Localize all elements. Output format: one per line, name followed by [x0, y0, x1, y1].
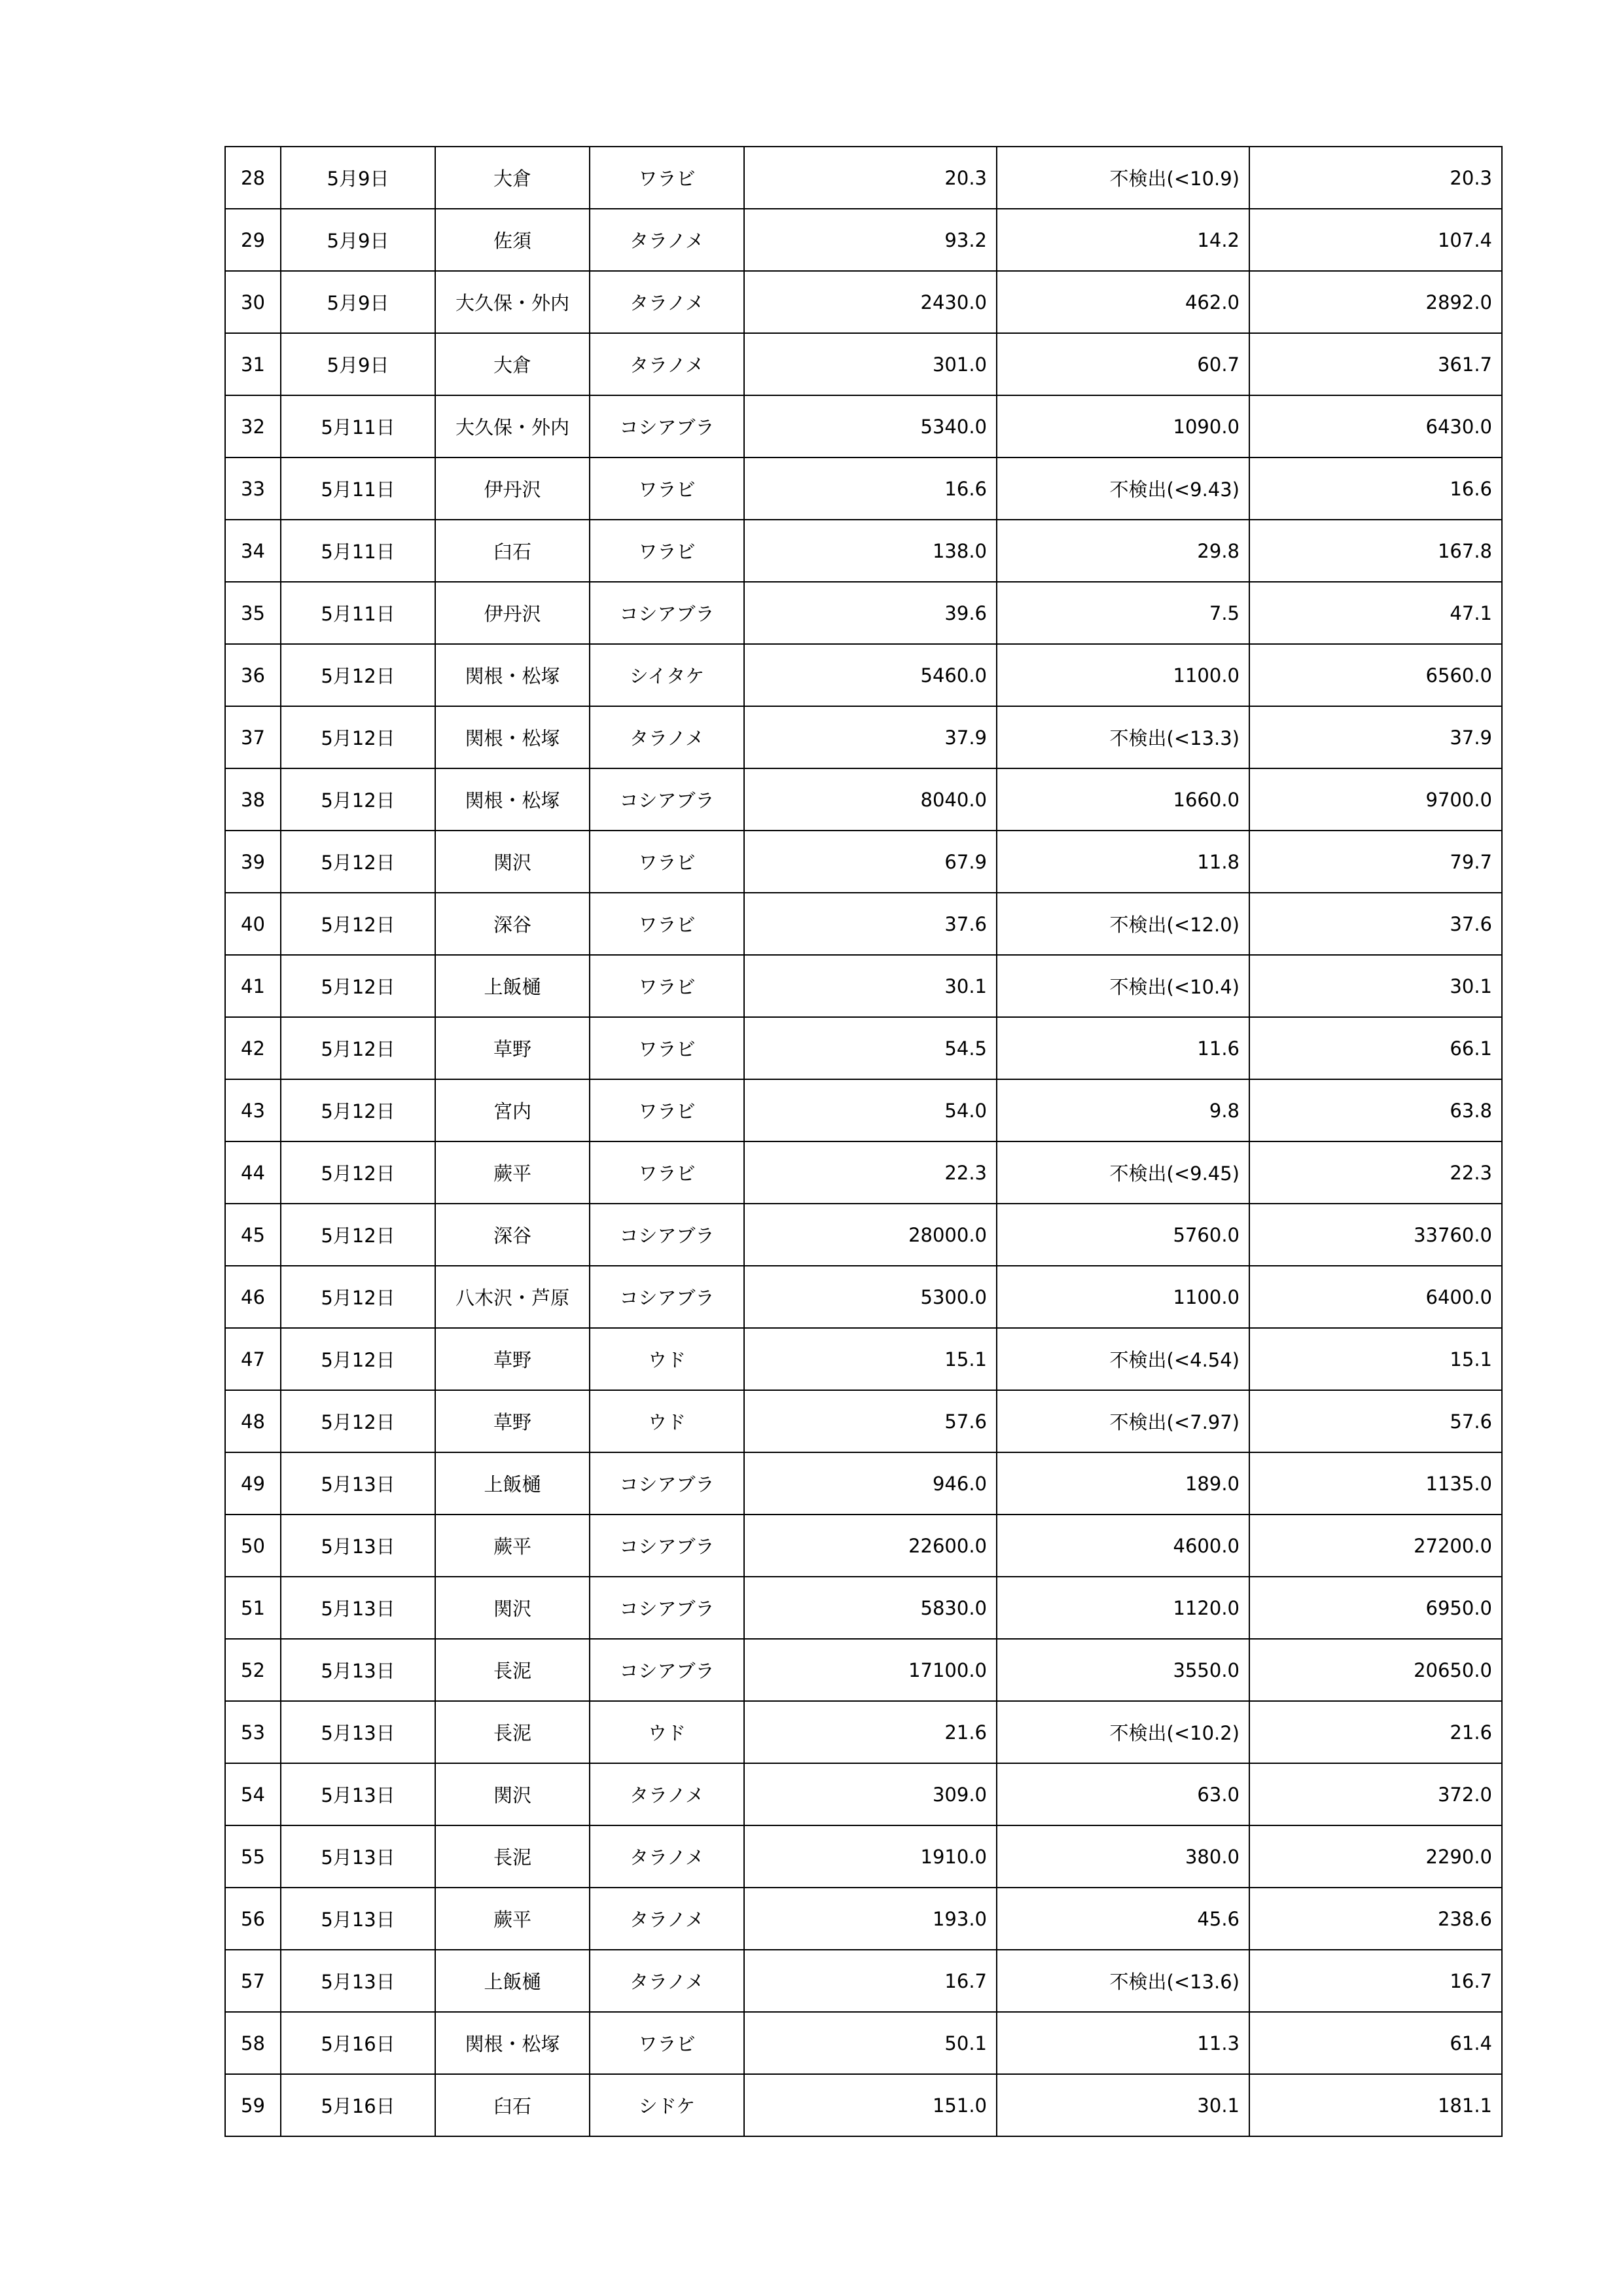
- cell-total: 37.9: [1249, 706, 1502, 768]
- table-row: [225, 1701, 1502, 1763]
- table-row: [225, 395, 1502, 457]
- cell-number: 59: [225, 2074, 281, 2136]
- cell-value-2: 1660.0: [997, 768, 1249, 831]
- cell-total: 47.1: [1249, 582, 1502, 644]
- cell-value-2: 60.7: [997, 333, 1249, 395]
- cell-value-2: 不検出(<9.45): [997, 1141, 1249, 1204]
- cell-number: 57: [225, 1950, 281, 2012]
- cell-date: 5月13日: [281, 1452, 435, 1515]
- cell-number: 44: [225, 1141, 281, 1204]
- table-row: [225, 1763, 1502, 1825]
- cell-value-1: 138.0: [744, 520, 997, 582]
- table-row: [225, 209, 1502, 271]
- cell-date: 5月9日: [281, 333, 435, 395]
- table-row: [225, 1204, 1502, 1266]
- cell-value-2: 1090.0: [997, 395, 1249, 457]
- cell-date: 5月13日: [281, 1950, 435, 2012]
- cell-location: 上飯樋: [435, 955, 590, 1017]
- cell-total: 1135.0: [1249, 1452, 1502, 1515]
- cell-item: コシアブラ: [590, 1577, 744, 1639]
- cell-total: 16.6: [1249, 457, 1502, 520]
- cell-location: 関根・松塚: [435, 2012, 590, 2074]
- cell-number: 48: [225, 1390, 281, 1452]
- cell-location: 八木沢・芦原: [435, 1266, 590, 1328]
- cell-item: ワラビ: [590, 1079, 744, 1141]
- cell-location: 上飯樋: [435, 1452, 590, 1515]
- cell-location: 蕨平: [435, 1515, 590, 1577]
- cell-number: 35: [225, 582, 281, 644]
- cell-value-1: 39.6: [744, 582, 997, 644]
- cell-item: ワラビ: [590, 2012, 744, 2074]
- cell-value-1: 93.2: [744, 209, 997, 271]
- cell-location: 長泥: [435, 1701, 590, 1763]
- cell-total: 6400.0: [1249, 1266, 1502, 1328]
- cell-location: 宮内: [435, 1079, 590, 1141]
- cell-number: 36: [225, 644, 281, 706]
- cell-date: 5月9日: [281, 209, 435, 271]
- cell-item: コシアブラ: [590, 582, 744, 644]
- cell-date: 5月11日: [281, 520, 435, 582]
- cell-number: 37: [225, 706, 281, 768]
- cell-number: 32: [225, 395, 281, 457]
- cell-number: 34: [225, 520, 281, 582]
- table-row: [225, 706, 1502, 768]
- cell-item: ワラビ: [590, 831, 744, 893]
- cell-item: タラノメ: [590, 209, 744, 271]
- cell-value-2: 3550.0: [997, 1639, 1249, 1701]
- cell-value-1: 37.9: [744, 706, 997, 768]
- cell-item: ワラビ: [590, 520, 744, 582]
- cell-value-2: 11.3: [997, 2012, 1249, 2074]
- cell-item: シドケ: [590, 2074, 744, 2136]
- cell-total: 361.7: [1249, 333, 1502, 395]
- cell-date: 5月9日: [281, 147, 435, 209]
- table-row: [225, 955, 1502, 1017]
- cell-value-1: 54.0: [744, 1079, 997, 1141]
- cell-number: 56: [225, 1888, 281, 1950]
- table-row: [225, 1577, 1502, 1639]
- cell-date: 5月12日: [281, 1204, 435, 1266]
- cell-total: 6560.0: [1249, 644, 1502, 706]
- cell-number: 39: [225, 831, 281, 893]
- cell-value-2: 1100.0: [997, 1266, 1249, 1328]
- cell-number: 45: [225, 1204, 281, 1266]
- cell-total: 66.1: [1249, 1017, 1502, 1079]
- cell-total: 16.7: [1249, 1950, 1502, 2012]
- cell-value-1: 54.5: [744, 1017, 997, 1079]
- cell-value-1: 1910.0: [744, 1825, 997, 1888]
- cell-date: 5月12日: [281, 768, 435, 831]
- cell-date: 5月13日: [281, 1825, 435, 1888]
- cell-item: ウド: [590, 1328, 744, 1390]
- cell-value-1: 20.3: [744, 147, 997, 209]
- table-row: [225, 520, 1502, 582]
- cell-item: ワラビ: [590, 1141, 744, 1204]
- cell-value-2: 45.6: [997, 1888, 1249, 1950]
- cell-total: 37.6: [1249, 893, 1502, 955]
- table-row: [225, 1950, 1502, 2012]
- cell-total: 63.8: [1249, 1079, 1502, 1141]
- cell-value-2: 1120.0: [997, 1577, 1249, 1639]
- cell-item: ワラビ: [590, 1017, 744, 1079]
- cell-total: 33760.0: [1249, 1204, 1502, 1266]
- table-row: [225, 457, 1502, 520]
- cell-value-1: 5460.0: [744, 644, 997, 706]
- cell-date: 5月12日: [281, 1017, 435, 1079]
- cell-location: 蕨平: [435, 1888, 590, 1950]
- cell-total: 238.6: [1249, 1888, 1502, 1950]
- table-body: [225, 147, 1502, 2136]
- cell-item: シイタケ: [590, 644, 744, 706]
- table-row: [225, 1079, 1502, 1141]
- cell-location: 長泥: [435, 1639, 590, 1701]
- table-row: [225, 644, 1502, 706]
- cell-date: 5月13日: [281, 1515, 435, 1577]
- cell-location: 蕨平: [435, 1141, 590, 1204]
- table-row: [225, 1141, 1502, 1204]
- cell-date: 5月16日: [281, 2012, 435, 2074]
- cell-item: ウド: [590, 1701, 744, 1763]
- cell-item: タラノメ: [590, 1950, 744, 2012]
- cell-value-1: 57.6: [744, 1390, 997, 1452]
- cell-location: 関根・松塚: [435, 768, 590, 831]
- cell-value-2: 63.0: [997, 1763, 1249, 1825]
- cell-item: ワラビ: [590, 147, 744, 209]
- cell-date: 5月11日: [281, 457, 435, 520]
- cell-number: 49: [225, 1452, 281, 1515]
- cell-value-1: 946.0: [744, 1452, 997, 1515]
- cell-item: タラノメ: [590, 1763, 744, 1825]
- cell-total: 15.1: [1249, 1328, 1502, 1390]
- cell-location: 関根・松塚: [435, 644, 590, 706]
- cell-value-2: 不検出(<13.6): [997, 1950, 1249, 2012]
- cell-value-1: 16.6: [744, 457, 997, 520]
- cell-value-2: 1100.0: [997, 644, 1249, 706]
- table-row: [225, 1825, 1502, 1888]
- cell-total: 2892.0: [1249, 271, 1502, 333]
- cell-value-1: 309.0: [744, 1763, 997, 1825]
- cell-item: コシアブラ: [590, 1204, 744, 1266]
- cell-value-1: 22.3: [744, 1141, 997, 1204]
- cell-number: 47: [225, 1328, 281, 1390]
- table-row: [225, 1639, 1502, 1701]
- cell-item: コシアブラ: [590, 1515, 744, 1577]
- cell-total: 61.4: [1249, 2012, 1502, 2074]
- cell-date: 5月13日: [281, 1888, 435, 1950]
- cell-item: コシアブラ: [590, 768, 744, 831]
- cell-value-2: 9.8: [997, 1079, 1249, 1141]
- cell-total: 9700.0: [1249, 768, 1502, 831]
- cell-value-1: 67.9: [744, 831, 997, 893]
- cell-number: 40: [225, 893, 281, 955]
- cell-value-2: 不検出(<7.97): [997, 1390, 1249, 1452]
- cell-value-1: 15.1: [744, 1328, 997, 1390]
- cell-item: ウド: [590, 1390, 744, 1452]
- cell-value-2: 14.2: [997, 209, 1249, 271]
- cell-location: 関根・松塚: [435, 706, 590, 768]
- cell-value-1: 37.6: [744, 893, 997, 955]
- cell-date: 5月13日: [281, 1639, 435, 1701]
- table-row: [225, 831, 1502, 893]
- cell-location: 大久保・外内: [435, 395, 590, 457]
- cell-number: 28: [225, 147, 281, 209]
- cell-location: 上飯樋: [435, 1950, 590, 2012]
- cell-location: 伊丹沢: [435, 457, 590, 520]
- measurement-table: [224, 146, 1503, 2137]
- cell-value-2: 380.0: [997, 1825, 1249, 1888]
- cell-date: 5月12日: [281, 955, 435, 1017]
- cell-value-2: 不検出(<10.2): [997, 1701, 1249, 1763]
- cell-location: 長泥: [435, 1825, 590, 1888]
- table-row: [225, 768, 1502, 831]
- table-row: [225, 271, 1502, 333]
- cell-number: 29: [225, 209, 281, 271]
- cell-value-1: 5340.0: [744, 395, 997, 457]
- cell-number: 31: [225, 333, 281, 395]
- cell-item: タラノメ: [590, 706, 744, 768]
- cell-number: 50: [225, 1515, 281, 1577]
- cell-total: 27200.0: [1249, 1515, 1502, 1577]
- cell-location: 深谷: [435, 1204, 590, 1266]
- cell-value-1: 50.1: [744, 2012, 997, 2074]
- cell-value-1: 30.1: [744, 955, 997, 1017]
- cell-location: 関沢: [435, 1763, 590, 1825]
- cell-value-1: 5830.0: [744, 1577, 997, 1639]
- cell-location: 草野: [435, 1328, 590, 1390]
- cell-number: 43: [225, 1079, 281, 1141]
- cell-total: 30.1: [1249, 955, 1502, 1017]
- table-row: [225, 893, 1502, 955]
- cell-value-1: 28000.0: [744, 1204, 997, 1266]
- cell-location: 臼石: [435, 520, 590, 582]
- cell-value-1: 21.6: [744, 1701, 997, 1763]
- cell-value-2: 11.8: [997, 831, 1249, 893]
- cell-value-2: 不検出(<9.43): [997, 457, 1249, 520]
- cell-date: 5月12日: [281, 1328, 435, 1390]
- cell-date: 5月9日: [281, 271, 435, 333]
- cell-date: 5月11日: [281, 582, 435, 644]
- cell-date: 5月12日: [281, 1266, 435, 1328]
- cell-value-1: 5300.0: [744, 1266, 997, 1328]
- cell-date: 5月12日: [281, 644, 435, 706]
- cell-value-2: 11.6: [997, 1017, 1249, 1079]
- cell-value-2: 不検出(<12.0): [997, 893, 1249, 955]
- table-row: [225, 2074, 1502, 2136]
- cell-number: 33: [225, 457, 281, 520]
- cell-value-2: 不検出(<13.3): [997, 706, 1249, 768]
- cell-number: 55: [225, 1825, 281, 1888]
- cell-total: 22.3: [1249, 1141, 1502, 1204]
- cell-total: 21.6: [1249, 1701, 1502, 1763]
- cell-date: 5月16日: [281, 2074, 435, 2136]
- cell-item: タラノメ: [590, 1888, 744, 1950]
- cell-date: 5月12日: [281, 831, 435, 893]
- cell-value-1: 16.7: [744, 1950, 997, 2012]
- cell-location: 大倉: [435, 147, 590, 209]
- table-row: [225, 147, 1502, 209]
- cell-value-2: 189.0: [997, 1452, 1249, 1515]
- cell-item: ワラビ: [590, 955, 744, 1017]
- cell-value-2: 不検出(<4.54): [997, 1328, 1249, 1390]
- cell-item: ワラビ: [590, 893, 744, 955]
- table-row: [225, 582, 1502, 644]
- cell-number: 53: [225, 1701, 281, 1763]
- cell-number: 41: [225, 955, 281, 1017]
- cell-date: 5月13日: [281, 1577, 435, 1639]
- cell-location: 佐須: [435, 209, 590, 271]
- cell-number: 52: [225, 1639, 281, 1701]
- cell-item: コシアブラ: [590, 1452, 744, 1515]
- cell-date: 5月11日: [281, 395, 435, 457]
- cell-location: 大久保・外内: [435, 271, 590, 333]
- cell-item: タラノメ: [590, 333, 744, 395]
- cell-value-1: 8040.0: [744, 768, 997, 831]
- cell-value-2: 7.5: [997, 582, 1249, 644]
- cell-value-2: 30.1: [997, 2074, 1249, 2136]
- cell-date: 5月12日: [281, 1141, 435, 1204]
- cell-total: 2290.0: [1249, 1825, 1502, 1888]
- cell-value-1: 151.0: [744, 2074, 997, 2136]
- cell-location: 草野: [435, 1390, 590, 1452]
- cell-total: 181.1: [1249, 2074, 1502, 2136]
- cell-date: 5月12日: [281, 706, 435, 768]
- cell-location: 草野: [435, 1017, 590, 1079]
- table-row: [225, 1328, 1502, 1390]
- table-row: [225, 333, 1502, 395]
- cell-total: 372.0: [1249, 1763, 1502, 1825]
- cell-total: 6950.0: [1249, 1577, 1502, 1639]
- cell-number: 54: [225, 1763, 281, 1825]
- cell-value-1: 17100.0: [744, 1639, 997, 1701]
- table-row: [225, 1515, 1502, 1577]
- cell-location: 深谷: [435, 893, 590, 955]
- cell-total: 20.3: [1249, 147, 1502, 209]
- cell-location: 臼石: [435, 2074, 590, 2136]
- cell-value-1: 301.0: [744, 333, 997, 395]
- cell-date: 5月12日: [281, 1390, 435, 1452]
- cell-value-2: 462.0: [997, 271, 1249, 333]
- cell-total: 167.8: [1249, 520, 1502, 582]
- cell-value-1: 22600.0: [744, 1515, 997, 1577]
- cell-location: 伊丹沢: [435, 582, 590, 644]
- cell-date: 5月13日: [281, 1701, 435, 1763]
- cell-value-2: 不検出(<10.4): [997, 955, 1249, 1017]
- cell-value-2: 不検出(<10.9): [997, 147, 1249, 209]
- cell-value-2: 29.8: [997, 520, 1249, 582]
- table-row: [225, 1017, 1502, 1079]
- cell-item: コシアブラ: [590, 1266, 744, 1328]
- cell-location: 関沢: [435, 1577, 590, 1639]
- cell-location: 関沢: [435, 831, 590, 893]
- cell-value-1: 2430.0: [744, 271, 997, 333]
- cell-value-2: 5760.0: [997, 1204, 1249, 1266]
- cell-total: 107.4: [1249, 209, 1502, 271]
- cell-total: 6430.0: [1249, 395, 1502, 457]
- cell-date: 5月12日: [281, 1079, 435, 1141]
- cell-number: 42: [225, 1017, 281, 1079]
- cell-location: 大倉: [435, 333, 590, 395]
- cell-item: タラノメ: [590, 1825, 744, 1888]
- table-row: [225, 1266, 1502, 1328]
- cell-item: コシアブラ: [590, 1639, 744, 1701]
- table-row: [225, 1452, 1502, 1515]
- cell-item: ワラビ: [590, 457, 744, 520]
- cell-total: 57.6: [1249, 1390, 1502, 1452]
- cell-total: 20650.0: [1249, 1639, 1502, 1701]
- cell-total: 79.7: [1249, 831, 1502, 893]
- cell-number: 38: [225, 768, 281, 831]
- cell-number: 30: [225, 271, 281, 333]
- cell-value-2: 4600.0: [997, 1515, 1249, 1577]
- cell-value-1: 193.0: [744, 1888, 997, 1950]
- cell-item: タラノメ: [590, 271, 744, 333]
- table-row: [225, 1390, 1502, 1452]
- cell-item: コシアブラ: [590, 395, 744, 457]
- table-row: [225, 1888, 1502, 1950]
- cell-number: 58: [225, 2012, 281, 2074]
- cell-date: 5月13日: [281, 1763, 435, 1825]
- cell-date: 5月12日: [281, 893, 435, 955]
- cell-number: 46: [225, 1266, 281, 1328]
- table-row: [225, 2012, 1502, 2074]
- cell-number: 51: [225, 1577, 281, 1639]
